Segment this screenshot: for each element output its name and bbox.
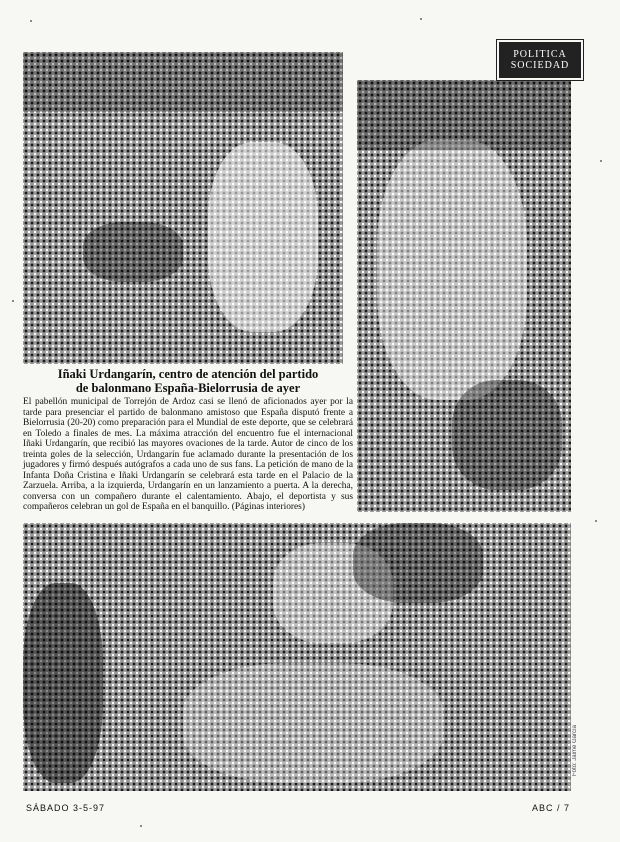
photo-player-throwing: [23, 52, 343, 364]
speckle: [595, 520, 597, 522]
footer-page-number: ABC / 7: [531, 803, 570, 813]
photo-player-warmup: [357, 80, 571, 512]
headline-line-2: de balonmano España-Bielorrusia de ayer: [75, 381, 301, 395]
photo-bench-celebration: [23, 523, 571, 791]
footer-date: SÁBADO 3-5-97: [26, 803, 106, 813]
headline-line-1: Iñaki Urdangarín, centro de atención del partido: [57, 367, 319, 381]
article-caption: El pabellón municipal de Torrejón de Ardoz casi se llenó de aficionados ayer por la tarde para presenciar el partido de balonmano amistoso que España disputó frente a Bielorrusia (20-20) como preparación para el Mundial de este deporte, que se celebrará en Toledo a finales de mes. La máxima atracción del encuentro fue el internacional Iñaki Urdangarín, que recibió las mayores ovaciones de la tarde. Autor de cinco de los treinta goles de la selección, Urdangarín fue aclamado durante la presentación de los jugadores y firmó después autógrafos a cada uno de sus fans. La petición de mano de la Infanta Doña Cristina e Iñaki Urdangarín se celebrará esta tarde en el Palacio de la Zarzuela. Arriba, a la izquierda, Urdangarín en un lanzamiento a puerta. A la derecha, conversa con un compañero durante el calentamiento. Abajo, el deportista y sus compañeros celebran un gol de España en el banquillo. (Páginas interiores): [23, 397, 353, 512]
headline: [23, 367, 353, 395]
section-tag: [497, 40, 583, 80]
speckle: [140, 825, 142, 827]
speckle: [420, 18, 422, 20]
section-tag-label: POLITICA SOCIEDAD: [510, 49, 570, 71]
photo-credit: Foto: Jaime García: [572, 725, 578, 777]
speckle: [12, 300, 14, 302]
speckle: [600, 160, 602, 162]
speckle: [30, 20, 32, 22]
